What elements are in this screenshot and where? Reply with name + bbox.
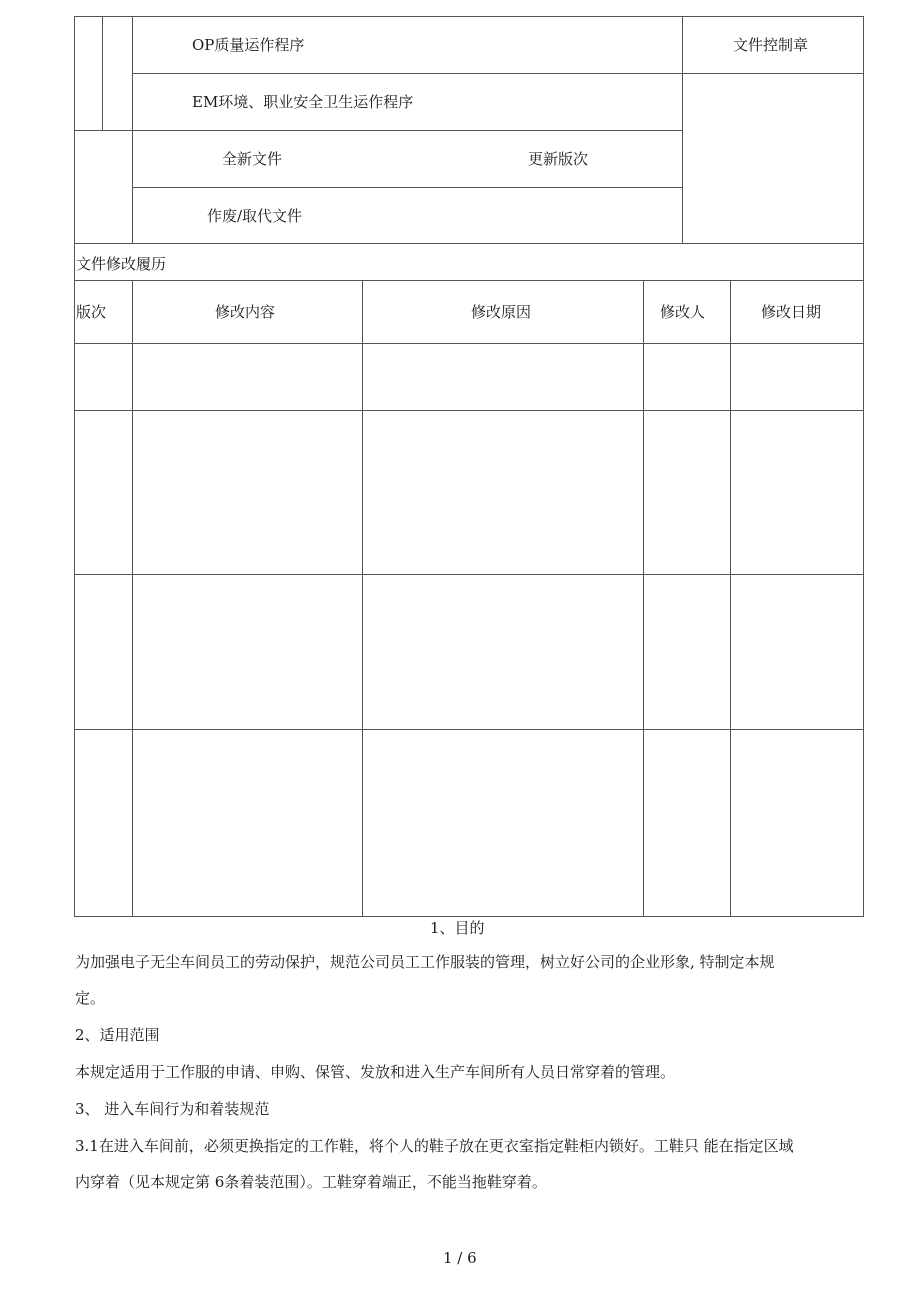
- op-quality-procedure-label: OP质量运作程序: [192, 36, 305, 54]
- column-header-version: 版次: [76, 303, 107, 321]
- column-header-date: 修改日期: [761, 303, 822, 321]
- column-header-content: 修改内容: [215, 303, 276, 321]
- grid-line: [74, 243, 75, 917]
- new-document-label: 全新文件: [222, 150, 283, 168]
- grid-line: [362, 280, 363, 917]
- grid-line: [74, 729, 864, 730]
- document-control-stamp-label: 文件控制章: [733, 36, 809, 54]
- grid-line: [132, 187, 682, 188]
- revision-history-title: 文件修改履历: [76, 255, 167, 273]
- section-2-heading: 2、适用范围: [75, 1026, 160, 1044]
- grid-line: [863, 243, 864, 917]
- column-header-modifier: 修改人: [660, 303, 706, 321]
- void-replace-document-label: 作废/取代文件: [207, 207, 303, 225]
- grid-line: [74, 916, 864, 917]
- update-version-label: 更新版次: [528, 150, 589, 168]
- grid-line: [682, 16, 683, 244]
- section-2-text: 本规定适用于工作服的申请、申购、保管、发放和进入生产车间所有人员日常穿着的管理。: [75, 1063, 676, 1081]
- grid-line: [74, 243, 864, 244]
- grid-line: [74, 574, 864, 575]
- grid-line: [132, 73, 864, 74]
- grid-line: [74, 343, 864, 344]
- em-safety-procedure-label: EM环境、职业安全卫生运作程序: [192, 93, 414, 111]
- section-1-heading: 1、目的: [430, 919, 485, 937]
- grid-line: [74, 410, 864, 411]
- section-1-text: 为加强电子无尘车间员工的劳动保护，规范公司员工工作服装的管理，树立好公司的企业形象, 特制定本规: [75, 953, 775, 971]
- section-3-heading: 3、 进入车间行为和着装规范: [75, 1100, 270, 1118]
- grid-line: [643, 280, 644, 917]
- grid-line: [74, 130, 682, 131]
- grid-line: [102, 16, 103, 130]
- grid-line: [74, 280, 864, 281]
- section-1-text-continued: 定。: [75, 989, 106, 1007]
- page-number: 1 / 6: [443, 1249, 477, 1267]
- grid-line: [74, 16, 75, 244]
- grid-line: [132, 16, 133, 244]
- section-3-1-text-continued: 内穿着（见本规定第 6条着装范围）。工鞋穿着端正，不能当拖鞋穿着。: [75, 1173, 547, 1191]
- grid-line: [730, 280, 731, 917]
- grid-line: [863, 16, 864, 244]
- section-3-1-text: 3.1在进入车间前，必须更换指定的工作鞋，将个人的鞋子放在更衣室指定鞋柜内锁好。工鞋只 能在指定区域: [75, 1137, 794, 1155]
- grid-line: [74, 16, 864, 17]
- grid-line: [132, 280, 133, 917]
- column-header-reason: 修改原因: [471, 303, 532, 321]
